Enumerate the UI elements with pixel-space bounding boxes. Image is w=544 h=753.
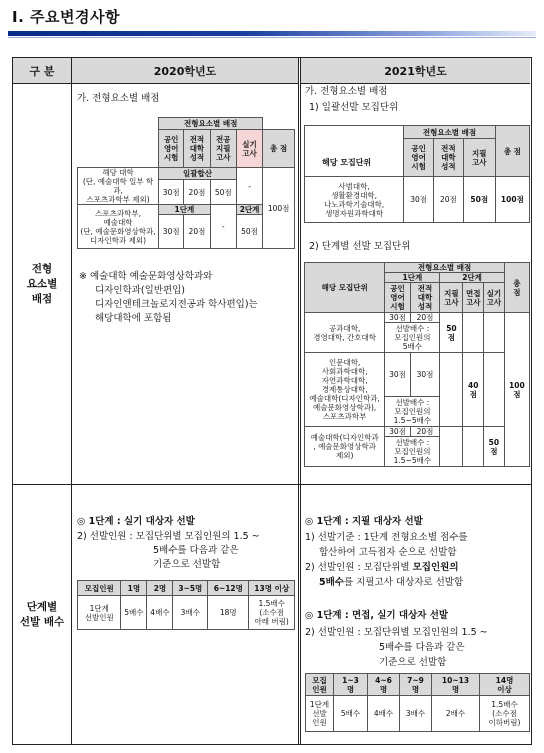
cell-empty [440, 353, 463, 427]
cell-mult: 선발배수 : 모집인원의 1.5~5배수 [385, 437, 440, 467]
col-practical: 실기 고사 [484, 283, 505, 313]
cell: 20점 [410, 427, 440, 437]
sel-title-2020: ◎ 1단계 : 실기 대상자 선발 [77, 516, 195, 527]
cell: 1.5배수 (소수점 아래 버림) [249, 596, 295, 630]
col-prev-grade: 전적 대학 성적 [410, 283, 440, 313]
stage-label: 2단계 [236, 205, 262, 215]
cell-empty [463, 427, 484, 467]
stage2-label: 2단계 [440, 273, 504, 283]
note-2020: ※ 예술대학 예술문화영상학과와 디자인학과(일반편입) 디자인앤테크놀로지전공과 학사편입)는 해당대학에 포함됨 [79, 271, 258, 324]
cell-empty [484, 313, 505, 353]
cell: 40 점 [463, 353, 484, 427]
row-name: 해당 대학 (단, 예술대학 일부 학과, 스포츠과학부 제외) [78, 168, 159, 205]
header-gubun: 구 분 [13, 58, 71, 84]
span-label: 일괄합산 [159, 168, 237, 180]
cell: 50 점 [440, 313, 463, 353]
col-header: 4~6 명 [368, 674, 400, 696]
scoring-table-2020 [77, 117, 295, 249]
cell: 4배수 [147, 596, 173, 630]
group-header: 전형요소별 배점 [159, 118, 263, 130]
col-header: 10~13 명 [432, 674, 480, 696]
row-label-multiplier: 단계별 선발 배수 [19, 601, 65, 628]
title-underline-thin [8, 37, 536, 38]
cell: 30점 [159, 180, 184, 205]
col-header: 1명 [121, 581, 147, 596]
col-written-exam: 지필 고사 [463, 139, 495, 177]
col-divider [71, 58, 72, 744]
row-name: 사범대학, 생활환경대학, 나노과학기술대학, 생명자원과학대학 [305, 177, 404, 223]
cell: 30점 [404, 177, 434, 223]
cell: 3배수 [400, 696, 432, 732]
col-header: 2명 [147, 581, 173, 596]
row-label: 1단계 선발인원 [78, 596, 121, 630]
row-label-scoring: 전형 요소별 배점 [26, 262, 58, 305]
col-prev-grade: 전적 대학 성적 [434, 139, 464, 177]
sel1-title-2021: ◎ 1단계 : 지필 대상자 선발 [305, 516, 423, 527]
col-english: 공인 영어 시험 [159, 130, 184, 168]
sel-text-2020: 2) 선발인원 : 모집단위별 모집인원의 1.5 ~ 5배수를 다음과 같은 기준으로 선발함 [77, 531, 260, 570]
group-header: 전형요소별 배점 [385, 263, 504, 273]
row-name: 스포츠과학부, 예술대학 (단, 예술문화영상학과, 디자인학과 제외) [78, 205, 159, 249]
cell: 30점 [385, 353, 410, 397]
col-header: 6~12명 [208, 581, 249, 596]
col-english: 공인 영어 시험 [385, 283, 410, 313]
col-interview: 면접 고사 [463, 283, 484, 313]
cell-total: 100 점 [504, 313, 529, 467]
cell: 50 점 [484, 427, 505, 467]
col-divider-double [298, 58, 301, 744]
col-written: 지필 고사 [440, 283, 463, 313]
cell: 20점 [434, 177, 464, 223]
section-title-staged: 2) 단계별 선발 모집단위 [309, 241, 411, 252]
stage1-label: 1단계 [385, 273, 440, 283]
row-divider [13, 484, 531, 485]
cell: 20점 [184, 180, 210, 205]
title-underline [8, 31, 536, 36]
sel-table-2020 [77, 580, 295, 630]
row-name: 공과대학, 경영대학, 간호대학 [305, 313, 385, 353]
cell-total: 100점 [495, 177, 529, 223]
cell: 5배수 [334, 696, 368, 732]
row-name: 예술대학(디자인학과 , 예술문화영상학과 제외) [305, 427, 385, 467]
header-2020: 2020학년도 [72, 58, 298, 84]
col-header: 7~9 명 [400, 674, 432, 696]
cell: 20점 [184, 215, 210, 249]
cell: 18명 [208, 596, 249, 630]
col-total: 총 점 [495, 126, 529, 177]
col-practical: 실기 고사 [236, 130, 262, 168]
cell: 2배수 [432, 696, 480, 732]
col-header: 모집 인원 [306, 674, 334, 696]
col-unit: 해당 모집단위 [305, 263, 385, 313]
stage-label: 1단계 [159, 205, 211, 215]
section-title-batch: 1) 일괄선발 모집단위 [309, 102, 399, 113]
cell-total: 100점 [263, 168, 295, 249]
cell: 30점 [385, 427, 410, 437]
scoring-table-batch-2021 [304, 125, 530, 223]
cell: 50점 [463, 177, 495, 223]
col-header: 14명 이상 [480, 674, 530, 696]
cell-mult: 선발배수 : 모집인원의 5배수 [385, 323, 440, 353]
cell: 30점 [410, 353, 440, 397]
sel2-title-2021: ◎ 1단계 : 면접, 실기 대상자 선발 [305, 610, 449, 621]
col-header: 모집인원 [78, 581, 121, 596]
cell: 50점 [210, 180, 236, 205]
cell: 1.5배수 (소수점 이하버림) [480, 696, 530, 732]
col-header: 13명 이상 [249, 581, 295, 596]
row-label: 1단계 선발 인원 [306, 696, 334, 732]
cell: 50점 [236, 215, 262, 249]
cell: 30점 [159, 215, 184, 249]
col-total: 총 점 [504, 263, 529, 313]
cell-empty [463, 313, 484, 353]
cell: - [236, 168, 262, 205]
cell-empty [440, 427, 463, 467]
comparison-table [12, 57, 532, 745]
page-title: Ⅰ. 주요변경사항 [12, 8, 120, 26]
ga-title-2020: 가. 전형요소별 배점 [77, 93, 160, 104]
group-header: 전형요소별 배점 [404, 126, 496, 139]
header-2021: 2021학년도 [301, 58, 530, 84]
col-total: 총 점 [263, 130, 295, 168]
row-name: 인문대학, 사회과학대학, 자연과학대학, 경제통상대학, 예술대학(디자인학과, 예술문화영상학과), 스포츠과학부 [305, 353, 385, 427]
col-unit-label: 해당 모집단위 [322, 158, 372, 167]
cell-mult: 선발배수 : 모집인원의 1.5~5배수 [385, 397, 440, 427]
col-english: 공인 영어 시험 [404, 139, 434, 177]
sel1-text-2021: 1) 선발기준 : 1단계 전형요소별 점수를 합산하여 고득점자 순으로 선발함 2) 선발인원 : 모집단위별 모집인원의 5배수를 지필고사 대상자로 선발함 [305, 532, 468, 588]
scoring-table-staged-2021 [304, 262, 530, 467]
ga-title-2021: 가. 전형요소별 배점 [305, 86, 388, 97]
sel-table-2021 [305, 673, 530, 732]
sel2-text-2021: 2) 선발인원 : 모집단위별 모집인원의 1.5 ~ 5배수를 다음과 같은 기준으로 선발함 [305, 627, 488, 668]
cell: 20점 [410, 313, 440, 323]
cell: 3배수 [173, 596, 208, 630]
col-header: 3~5명 [173, 581, 208, 596]
cell: 4배수 [368, 696, 400, 732]
cell: 5배수 [121, 596, 147, 630]
cell: - [210, 205, 236, 249]
col-prev-grade: 전적 대학 성적 [184, 130, 210, 168]
col-header: 1~3 명 [334, 674, 368, 696]
col-major-exam: 전공 지필 고사 [210, 130, 236, 168]
cell-empty [484, 353, 505, 427]
cell: 30점 [385, 313, 410, 323]
